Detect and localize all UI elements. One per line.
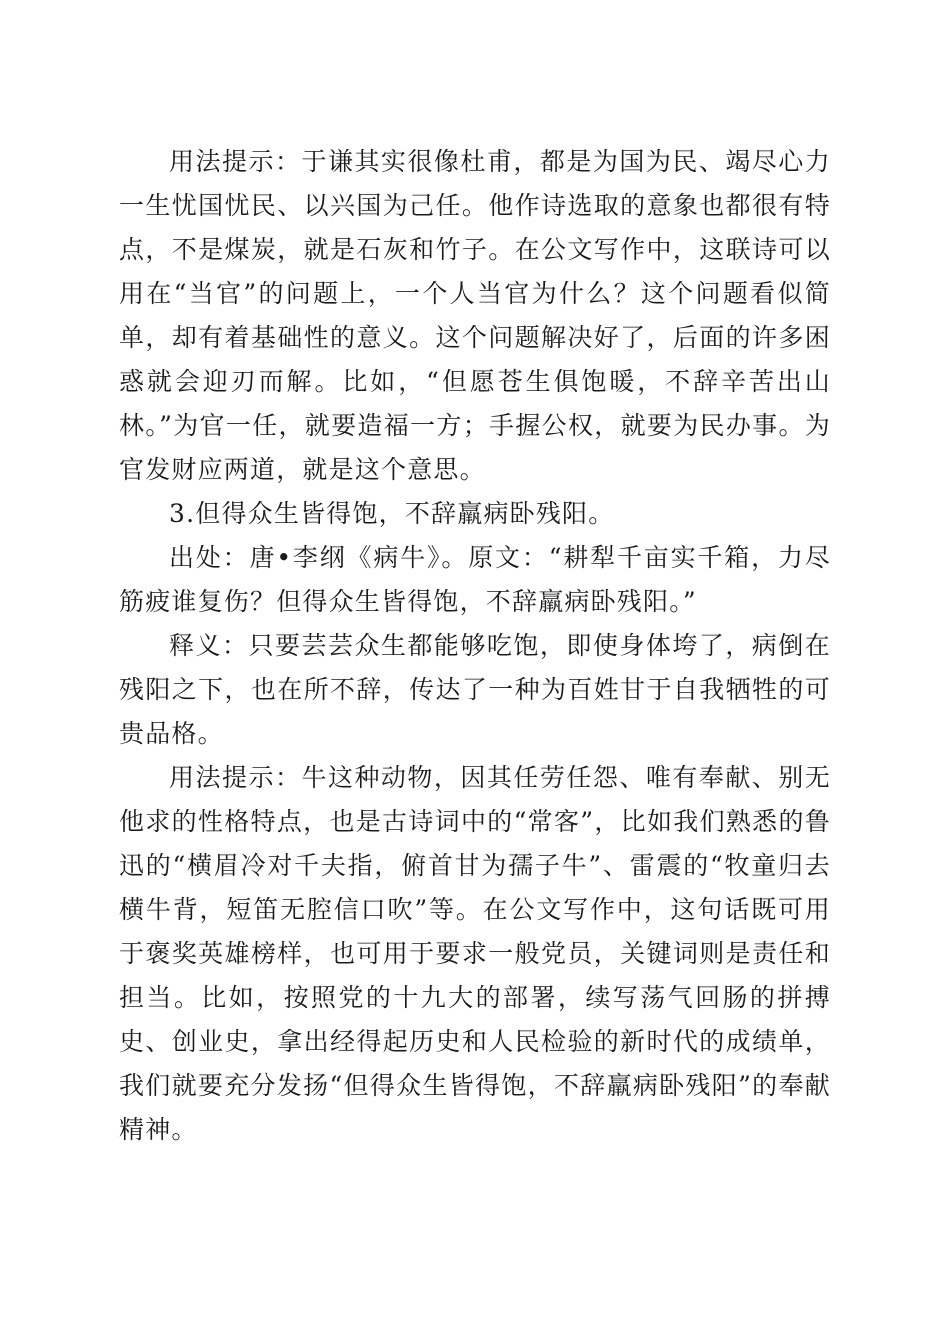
paragraph-usage-tip-yuqian: 用法提示：于谦其实很像杜甫，都是为国为民、竭尽心力一生忧国忧民、以兴国为己任。他作诗选取的意象也都很有特点，不是煤炭，就是石灰和竹子。在公文写作中，这联诗可以用在“当官”的问题上，一个人当官为什么？这个问题看似简单，却有着基础性的意义。这个问题解决好了，后面的许多困惑就会迎刃而解。比如，“但愿苍生俱饱暖，不辞辛苦出山林。”为官一任，就要造福一方；手握公权，就要为民办事。为官发财应两道，就是这个意思。 — [119, 147, 831, 484]
paragraph-usage-tip-ox: 用法提示：牛这种动物，因其任劳任怨、唯有奉献、别无他求的性格特点，也是古诗词中的“常客”，比如我们熟悉的鲁迅的“横眉冷对千夫指，俯首甘为孺子牛”、雷震的“牧童归去横牛背，短笛无腔信口吹”等。在公文写作中，这句话既可用于褒奖英雄榜样，也可用于要求一般党员，关键词则是责任和担当。比如，按照党的十九大的部署，续写荡气回肠的拼搏史、创业史，拿出经得起历史和人民检验的新时代的成绩单，我们就要充分发扬“但得众生皆得饱，不辞羸病卧残阳”的奉献精神。 — [119, 763, 831, 1144]
document-body — [119, 140, 831, 1152]
poem-line-heading-3: 3.但得众生皆得饱，不辞羸病卧残阳。 — [169, 499, 615, 528]
paragraph-source: 出处：唐•李纲《病牛》。原文：“耕犁千亩实千箱，力尽筋疲谁复伤？但得众生皆得饱，不辞羸病卧残阳。” — [119, 543, 831, 616]
paragraph-meaning: 释义：只要芸芸众生都能够吃饱，即使身体垮了，病倒在残阳之下，也在所不辞，传达了一种为百姓甘于自我牺牲的可贵品格。 — [119, 631, 831, 748]
